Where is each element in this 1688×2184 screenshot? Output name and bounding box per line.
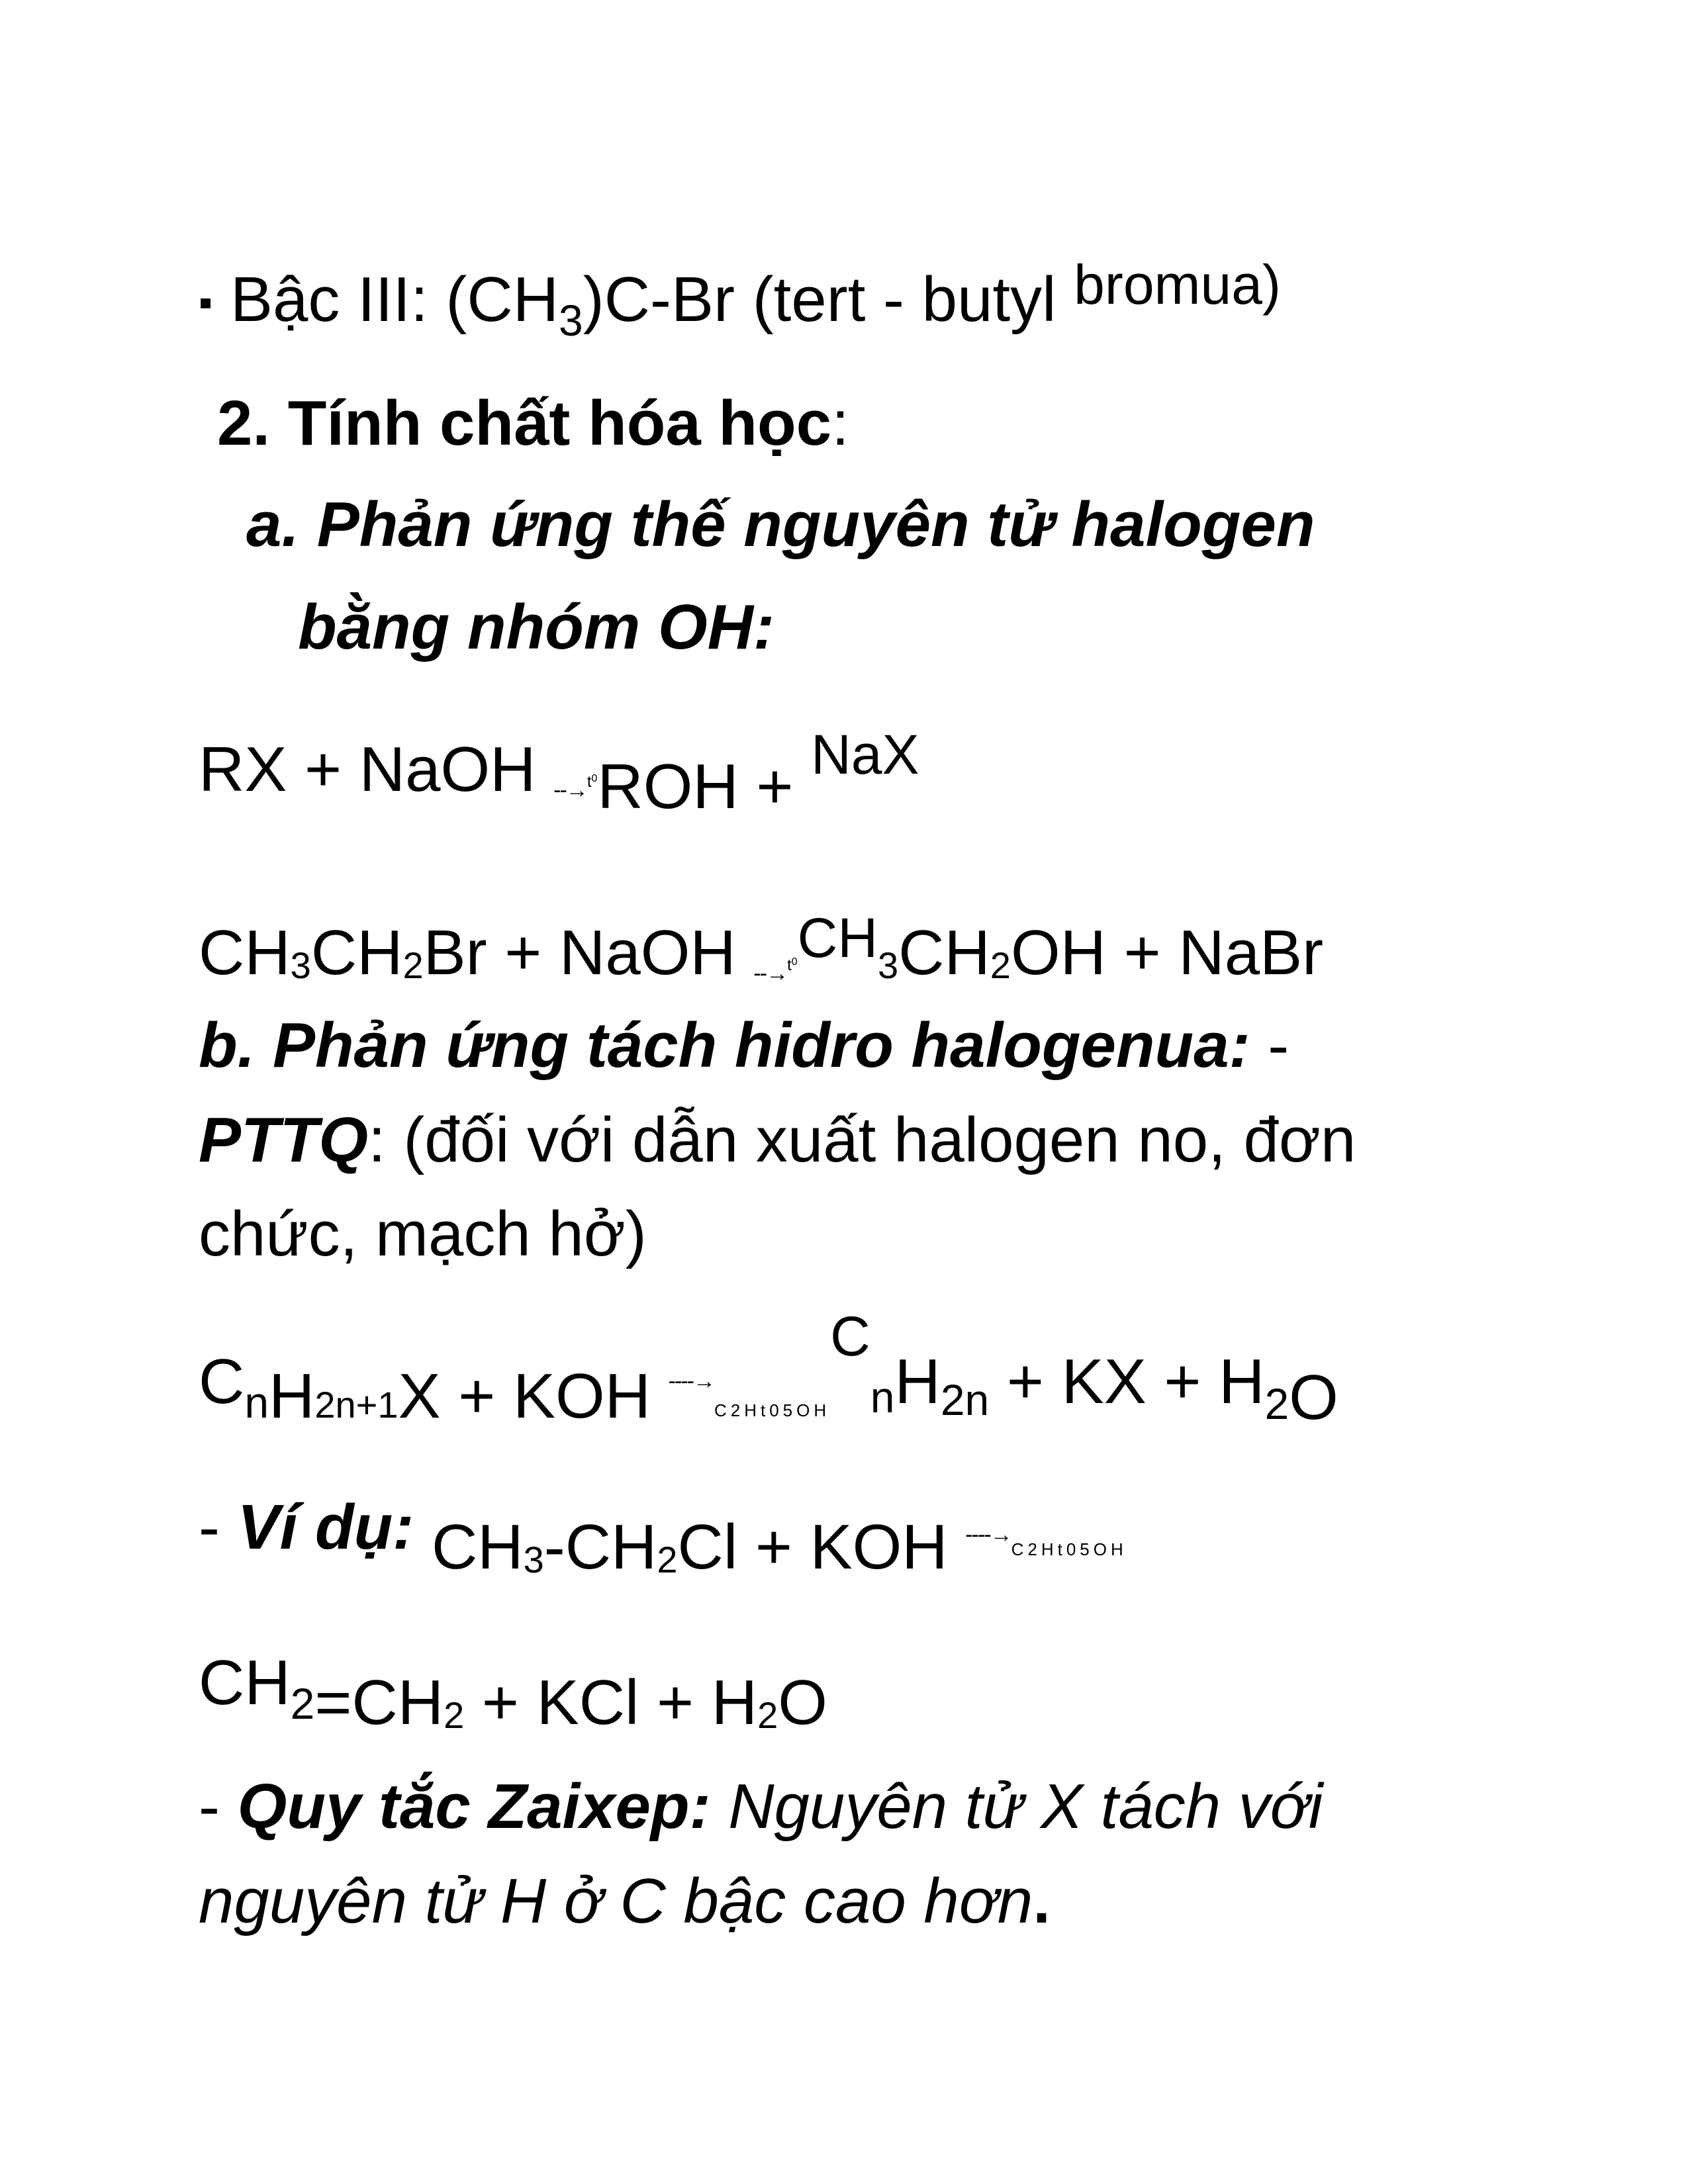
reaction-arrow: ----→ <box>965 1522 1011 1547</box>
reaction-arrow: ----→ <box>668 1369 714 1394</box>
heading-tinh-chat-hoa-hoc: 2. Tính chất hóa học: <box>217 388 849 459</box>
rule-zaixep-cont: nguyên tử H ở C bậc cao hơn. <box>199 1866 1051 1936</box>
example-line: - Ví dụ: CH3-CH2Cl + KOH ----→C2Ht05OH <box>199 1492 1127 1582</box>
equation-rx-naoh: RX + NaOH --→t0ROH + NaX <box>199 723 919 822</box>
reaction-arrow: --→ <box>753 961 788 986</box>
equation-ch3ch2br-naoh: CH3CH2Br + NaOH --→t0CH3CH2OH + NaBr <box>199 907 1324 988</box>
bullet-icon: ▪ <box>199 280 213 324</box>
reaction-arrow: --→ <box>553 778 587 803</box>
line-chuc-mach-ho: chức, mạch hở) <box>199 1199 647 1269</box>
heading-phan-ung-tach: b. Phản ứng tách hidro halogenua: - <box>199 1010 1289 1081</box>
line-bac-iii: ▪ Bậc III: $(CH_3)C-Br$ (tert - butyl bromua) <box>199 253 1281 345</box>
example-products: $CH_2=CH2$ + KCl + H2O <box>199 1647 827 1738</box>
line-pttq: PTTQ: (đối với dẫn xuất halogen no, đơn <box>199 1105 1356 1175</box>
heading-phan-ung-the: a. Phản ứng thế nguyên tử halogen <box>246 489 1315 560</box>
equation-general-elimination: $C_nH_{2n+1}X$ + KOH ----→$_{C2Ht05OH}$CnH2n + KX + $H_2O$ <box>199 1305 1338 1433</box>
heading-phan-ung-the-cont: bằng nhóm OH: <box>298 592 774 662</box>
rule-zaixep: - Quy tắc Zaixep: Nguyên tử X tách với <box>199 1771 1323 1842</box>
